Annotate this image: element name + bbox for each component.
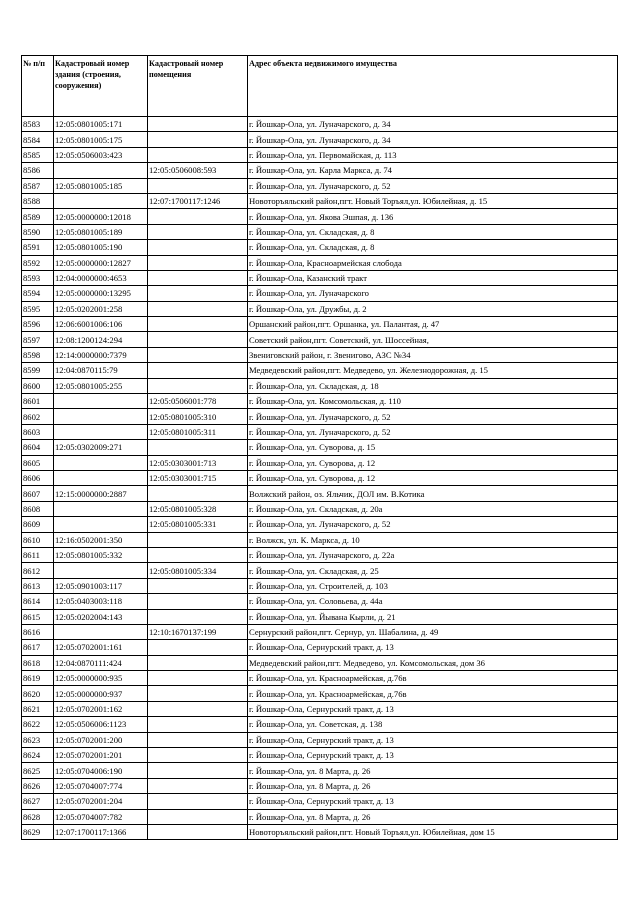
table-row <box>22 147 618 162</box>
header-building-cadastral: Кадастровый номер здания (строения, сооружения) <box>54 56 148 117</box>
premises-cadastral-number <box>148 794 248 809</box>
premises-cadastral-number <box>148 732 248 747</box>
property-address: Оршанский район,пгт. Оршанка, ул. Палантая, д. 47 <box>248 317 618 332</box>
property-address: г. Йошкар-Ола, Сернурский тракт, д. 13 <box>248 748 618 763</box>
table-row <box>22 824 618 839</box>
building-cadastral-number: 12:05:0801005:190 <box>54 240 148 255</box>
row-number: 8586 <box>22 163 54 178</box>
building-cadastral-number: 12:05:0702001:200 <box>54 732 148 747</box>
property-address: г. Йошкар-Ола, ул. Дружбы, д. 2 <box>248 301 618 316</box>
row-number: 8593 <box>22 270 54 285</box>
header-address: Адрес объекта недвижимого имущества <box>248 56 618 117</box>
property-address: Звениговский район, г. Звенигово, АЗС №34 <box>248 347 618 362</box>
premises-cadastral-number <box>148 763 248 778</box>
row-number: 8609 <box>22 517 54 532</box>
row-number: 8597 <box>22 332 54 347</box>
premises-cadastral-number <box>148 132 248 147</box>
property-address: г. Волжск, ул. К. Маркса, д. 10 <box>248 532 618 547</box>
table-row <box>22 224 618 239</box>
property-address: г. Йошкар-Ола, ул. Луначарского, д. 52 <box>248 178 618 193</box>
premises-cadastral-number: 12:05:0506008:593 <box>148 163 248 178</box>
row-number: 8628 <box>22 809 54 824</box>
property-address: г. Йошкар-Ола, ул. Луначарского, д. 52 <box>248 409 618 424</box>
building-cadastral-number: 12:05:0000000:13295 <box>54 286 148 301</box>
building-cadastral-number: 12:05:0801005:171 <box>54 117 148 132</box>
row-number: 8618 <box>22 655 54 670</box>
row-number: 8624 <box>22 748 54 763</box>
building-cadastral-number: 12:05:0801005:255 <box>54 378 148 393</box>
table-row <box>22 594 618 609</box>
premises-cadastral-number <box>148 332 248 347</box>
table-row <box>22 455 618 470</box>
table-row <box>22 193 618 208</box>
property-address: г. Йошкар-Ола, ул. Строителей, д. 103 <box>248 578 618 593</box>
premises-cadastral-number <box>148 717 248 732</box>
building-cadastral-number: 12:16:0502001:350 <box>54 532 148 547</box>
building-cadastral-number: 12:14:0000000:7379 <box>54 347 148 362</box>
building-cadastral-number <box>54 563 148 578</box>
row-number: 8602 <box>22 409 54 424</box>
building-cadastral-number <box>54 501 148 516</box>
premises-cadastral-number <box>148 240 248 255</box>
building-cadastral-number: 12:05:0702001:201 <box>54 748 148 763</box>
table-row <box>22 347 618 362</box>
premises-cadastral-number: 12:05:0303001:713 <box>148 455 248 470</box>
premises-cadastral-number <box>148 117 248 132</box>
property-address: г. Йошкар-Ола, ул. 8 Марта, д. 26 <box>248 763 618 778</box>
premises-cadastral-number <box>148 778 248 793</box>
premises-cadastral-number <box>148 363 248 378</box>
building-cadastral-number: 12:05:0704007:782 <box>54 809 148 824</box>
table-row <box>22 301 618 316</box>
premises-cadastral-number <box>148 655 248 670</box>
building-cadastral-number: 12:05:0801005:189 <box>54 224 148 239</box>
building-cadastral-number: 12:05:0901003:117 <box>54 578 148 593</box>
premises-cadastral-number <box>148 486 248 501</box>
property-address: г. Йошкар-Ола, ул. Луначарского, д. 52 <box>248 424 618 439</box>
building-cadastral-number: 12:05:0000000:12018 <box>54 209 148 224</box>
premises-cadastral-number <box>148 671 248 686</box>
row-number: 8585 <box>22 147 54 162</box>
row-number: 8623 <box>22 732 54 747</box>
building-cadastral-number: 12:08:1200124:294 <box>54 332 148 347</box>
table-row <box>22 240 618 255</box>
row-number: 8606 <box>22 470 54 485</box>
building-cadastral-number: 12:05:0702001:204 <box>54 794 148 809</box>
table-row <box>22 440 618 455</box>
table-row <box>22 778 618 793</box>
building-cadastral-number: 12:06:6001006:106 <box>54 317 148 332</box>
row-number: 8612 <box>22 563 54 578</box>
row-number: 8615 <box>22 609 54 624</box>
premises-cadastral-number: 12:10:1670137:199 <box>148 624 248 639</box>
table-row <box>22 624 618 639</box>
property-address: г. Йошкар-Ола, ул. Суворова, д. 12 <box>248 470 618 485</box>
table-row <box>22 286 618 301</box>
building-cadastral-number: 12:05:0506003:423 <box>54 147 148 162</box>
property-address: Медведевский район,пгт. Медведево, ул. Железнодорожная, д. 15 <box>248 363 618 378</box>
property-address: г. Йошкар-Ола, ул. Йывана Кырли, д. 21 <box>248 609 618 624</box>
property-address: г. Йошкар-Ола, Казанский тракт <box>248 270 618 285</box>
premises-cadastral-number <box>148 270 248 285</box>
building-cadastral-number <box>54 193 148 208</box>
property-address: Новоторъяльский район,пгт. Новый Торъял,ул. Юбилейная, д. 15 <box>248 193 618 208</box>
premises-cadastral-number <box>148 701 248 716</box>
table-row <box>22 532 618 547</box>
property-address: г. Йошкар-Ола, ул. Красноармейская, д.76в <box>248 671 618 686</box>
row-number: 8583 <box>22 117 54 132</box>
property-address: г. Йошкар-Ола, ул. Луначарского, д. 22а <box>248 547 618 562</box>
table-row <box>22 378 618 393</box>
property-address: г. Йошкар-Ола, ул. Луначарского, д. 34 <box>248 117 618 132</box>
building-cadastral-number: 12:05:0202004:143 <box>54 609 148 624</box>
property-address: г. Йошкар-Ола, ул. Первомайская, д. 113 <box>248 147 618 162</box>
building-cadastral-number: 12:04:0870115:79 <box>54 363 148 378</box>
property-address: г. Йошкар-Ола, ул. Суворова, д. 12 <box>248 455 618 470</box>
row-number: 8598 <box>22 347 54 362</box>
property-address: г. Йошкар-Ола, ул. Соловьева, д. 44а <box>248 594 618 609</box>
building-cadastral-number: 12:05:0801005:332 <box>54 547 148 562</box>
premises-cadastral-number <box>148 317 248 332</box>
premises-cadastral-number: 12:05:0801005:334 <box>148 563 248 578</box>
row-number: 8610 <box>22 532 54 547</box>
table-row <box>22 609 618 624</box>
table-row <box>22 409 618 424</box>
table-row <box>22 501 618 516</box>
building-cadastral-number: 12:07:1700117:1366 <box>54 824 148 839</box>
row-number: 8625 <box>22 763 54 778</box>
premises-cadastral-number: 12:05:0801005:331 <box>148 517 248 532</box>
building-cadastral-number <box>54 424 148 439</box>
table-row <box>22 717 618 732</box>
table-row <box>22 424 618 439</box>
premises-cadastral-number: 12:05:0506001:778 <box>148 394 248 409</box>
row-number: 8599 <box>22 363 54 378</box>
row-number: 8613 <box>22 578 54 593</box>
property-address: г. Йошкар-Ола, Сернурский тракт, д. 13 <box>248 701 618 716</box>
premises-cadastral-number: 12:05:0801005:311 <box>148 424 248 439</box>
premises-cadastral-number <box>148 578 248 593</box>
property-address: Волжский район, оз. Яльчик, ДОЛ им. В.Котика <box>248 486 618 501</box>
premises-cadastral-number <box>148 809 248 824</box>
building-cadastral-number: 12:05:0704006:190 <box>54 763 148 778</box>
premises-cadastral-number: 12:05:0801005:328 <box>148 501 248 516</box>
row-number: 8607 <box>22 486 54 501</box>
property-address: г. Йошкар-Ола, ул. Луначарского, д. 34 <box>248 132 618 147</box>
building-cadastral-number <box>54 470 148 485</box>
row-number: 8627 <box>22 794 54 809</box>
table-row <box>22 163 618 178</box>
property-address: г. Йошкар-Ола, ул. Складская, д. 20а <box>248 501 618 516</box>
row-number: 8596 <box>22 317 54 332</box>
table-row <box>22 470 618 485</box>
property-address: Сернурский район,пгт. Сернур, ул. Шабалина, д. 49 <box>248 624 618 639</box>
table-row <box>22 578 618 593</box>
property-address: Медведевский район,пгт. Медведево, ул. Комсомольская, дом 36 <box>248 655 618 670</box>
table-body <box>22 117 618 840</box>
table-row <box>22 117 618 132</box>
row-number: 8600 <box>22 378 54 393</box>
table-row <box>22 255 618 270</box>
row-number: 8605 <box>22 455 54 470</box>
table-row <box>22 332 618 347</box>
property-address: г. Йошкар-Ола, ул. Складская, д. 18 <box>248 378 618 393</box>
row-number: 8601 <box>22 394 54 409</box>
premises-cadastral-number: 12:05:0801005:310 <box>148 409 248 424</box>
premises-cadastral-number <box>148 547 248 562</box>
premises-cadastral-number <box>148 609 248 624</box>
table-row <box>22 763 618 778</box>
premises-cadastral-number <box>148 824 248 839</box>
building-cadastral-number: 12:05:0403003:118 <box>54 594 148 609</box>
row-number: 8620 <box>22 686 54 701</box>
premises-cadastral-number <box>148 301 248 316</box>
property-address: Новоторъяльский район,пгт. Новый Торъял,ул. Юбилейная, дом 15 <box>248 824 618 839</box>
building-cadastral-number: 12:05:0702001:161 <box>54 640 148 655</box>
premises-cadastral-number <box>148 209 248 224</box>
property-address: г. Йошкар-Ола, ул. Луначарского <box>248 286 618 301</box>
row-number: 8629 <box>22 824 54 839</box>
building-cadastral-number: 12:04:0870111:424 <box>54 655 148 670</box>
table-row <box>22 132 618 147</box>
row-number: 8589 <box>22 209 54 224</box>
building-cadastral-number: 12:05:0506006:1123 <box>54 717 148 732</box>
premises-cadastral-number <box>148 594 248 609</box>
table-row <box>22 486 618 501</box>
row-number: 8587 <box>22 178 54 193</box>
building-cadastral-number: 12:05:0302009:271 <box>54 440 148 455</box>
table-header-row <box>22 56 618 117</box>
property-address: г. Йошкар-Ола, ул. Советская, д. 138 <box>248 717 618 732</box>
row-number: 8584 <box>22 132 54 147</box>
row-number: 8614 <box>22 594 54 609</box>
building-cadastral-number <box>54 409 148 424</box>
property-address: г. Йошкар-Ола, ул. Красноармейская, д.76в <box>248 686 618 701</box>
property-address: г. Йошкар-Ола, ул. 8 Марта, д. 26 <box>248 809 618 824</box>
property-address: г. Йошкар-Ола, ул. Якова Эшпая, д. 136 <box>248 209 618 224</box>
building-cadastral-number: 12:05:0202001:258 <box>54 301 148 316</box>
header-number: № п/п <box>22 56 54 117</box>
row-number: 8621 <box>22 701 54 716</box>
premises-cadastral-number: 12:07:1700117:1246 <box>148 193 248 208</box>
row-number: 8617 <box>22 640 54 655</box>
premises-cadastral-number <box>148 224 248 239</box>
row-number: 8595 <box>22 301 54 316</box>
building-cadastral-number: 12:15:0000000:2887 <box>54 486 148 501</box>
table-row <box>22 701 618 716</box>
row-number: 8588 <box>22 193 54 208</box>
building-cadastral-number <box>54 163 148 178</box>
table-row <box>22 270 618 285</box>
property-address: г. Йошкар-Ола, ул. Складская, д. 25 <box>248 563 618 578</box>
table-row <box>22 517 618 532</box>
building-cadastral-number: 12:05:0000000:937 <box>54 686 148 701</box>
table-row <box>22 686 618 701</box>
header-premises-cadastral: Кадастровый номер помещения <box>148 56 248 117</box>
property-registry-table <box>21 55 618 840</box>
premises-cadastral-number <box>148 286 248 301</box>
table-row <box>22 317 618 332</box>
table-row <box>22 209 618 224</box>
row-number: 8592 <box>22 255 54 270</box>
table-row <box>22 748 618 763</box>
building-cadastral-number <box>54 394 148 409</box>
premises-cadastral-number <box>148 748 248 763</box>
table-row <box>22 809 618 824</box>
building-cadastral-number: 12:05:0801005:175 <box>54 132 148 147</box>
premises-cadastral-number <box>148 440 248 455</box>
row-number: 8603 <box>22 424 54 439</box>
property-address: г. Йошкар-Ола, ул. Луначарского, д. 52 <box>248 517 618 532</box>
property-address: г. Йошкар-Ола, ул. Карла Маркса, д. 74 <box>248 163 618 178</box>
building-cadastral-number <box>54 455 148 470</box>
building-cadastral-number <box>54 624 148 639</box>
premises-cadastral-number <box>148 147 248 162</box>
building-cadastral-number: 12:05:0801005:185 <box>54 178 148 193</box>
row-number: 8611 <box>22 547 54 562</box>
building-cadastral-number: 12:05:0704007:774 <box>54 778 148 793</box>
row-number: 8590 <box>22 224 54 239</box>
property-address: г. Йошкар-Ола, ул. 8 Марта, д. 26 <box>248 778 618 793</box>
property-address: Советский район,пгт. Советский, ул. Шоссейная, <box>248 332 618 347</box>
row-number: 8626 <box>22 778 54 793</box>
table-row <box>22 655 618 670</box>
property-address: г. Йошкар-Ола, Сернурский тракт, д. 13 <box>248 794 618 809</box>
row-number: 8608 <box>22 501 54 516</box>
premises-cadastral-number <box>148 178 248 193</box>
building-cadastral-number: 12:04:0000000:4653 <box>54 270 148 285</box>
table-row <box>22 178 618 193</box>
premises-cadastral-number: 12:05:0303001:715 <box>148 470 248 485</box>
premises-cadastral-number <box>148 640 248 655</box>
property-address: г. Йошкар-Ола, ул. Суворова, д. 15 <box>248 440 618 455</box>
row-number: 8622 <box>22 717 54 732</box>
table-row <box>22 732 618 747</box>
building-cadastral-number: 12:05:0702001:162 <box>54 701 148 716</box>
property-address: г. Йошкар-Ола, Сернурский тракт, д. 13 <box>248 640 618 655</box>
premises-cadastral-number <box>148 255 248 270</box>
property-address: г. Йошкар-Ола, ул. Комсомольская, д. 110 <box>248 394 618 409</box>
building-cadastral-number: 12:05:0000000:12827 <box>54 255 148 270</box>
property-address: г. Йошкар-Ола, Красноармейская слобода <box>248 255 618 270</box>
table-row <box>22 394 618 409</box>
premises-cadastral-number <box>148 378 248 393</box>
table-row <box>22 794 618 809</box>
premises-cadastral-number <box>148 686 248 701</box>
row-number: 8594 <box>22 286 54 301</box>
row-number: 8604 <box>22 440 54 455</box>
property-address: г. Йошкар-Ола, ул. Складская, д. 8 <box>248 224 618 239</box>
table-row <box>22 671 618 686</box>
property-address: г. Йошкар-Ола, Сернурский тракт, д. 13 <box>248 732 618 747</box>
table-row <box>22 640 618 655</box>
row-number: 8591 <box>22 240 54 255</box>
building-cadastral-number: 12:05:0000000:935 <box>54 671 148 686</box>
table-row <box>22 363 618 378</box>
row-number: 8619 <box>22 671 54 686</box>
table-row <box>22 563 618 578</box>
table-row <box>22 547 618 562</box>
row-number: 8616 <box>22 624 54 639</box>
premises-cadastral-number <box>148 532 248 547</box>
premises-cadastral-number <box>148 347 248 362</box>
property-address: г. Йошкар-Ола, ул. Складская, д. 8 <box>248 240 618 255</box>
building-cadastral-number <box>54 517 148 532</box>
